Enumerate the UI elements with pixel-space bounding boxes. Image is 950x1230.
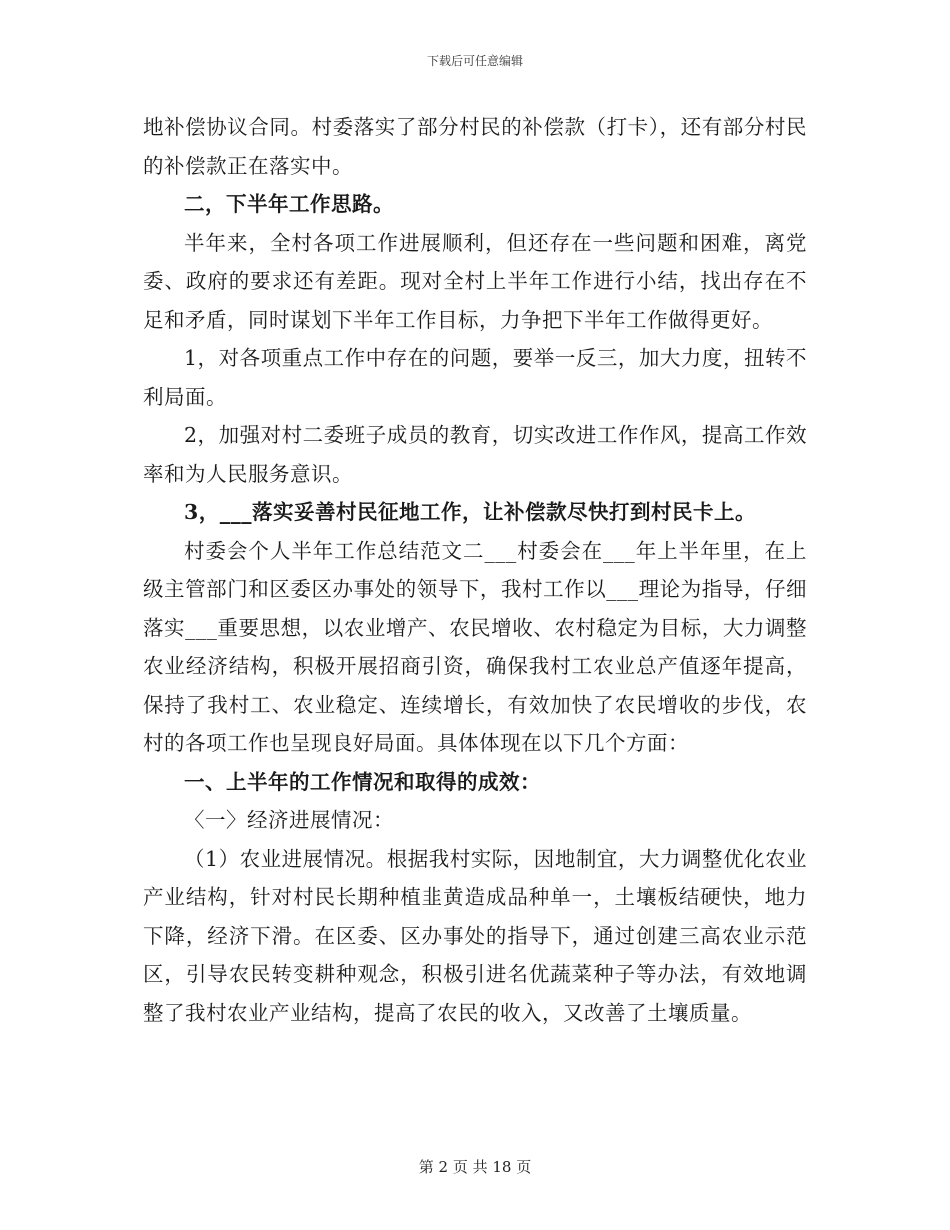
- paragraph-half-year-summary: 半年来，全村各项工作进展顺利，但还存在一些问题和困难，离党委、政府的要求还有差距。现对全村上半年工作进行小结，找出存在不足和矛盾，同时谋划下半年工作目标，力争把下半年工作做得更好。: [143, 230, 807, 332]
- page-header: 下载后可任意编辑: [426, 54, 523, 68]
- heading-second-half-plan: 二，下半年工作思路。: [184, 192, 394, 216]
- subheading-economic-progress: 〈一〉经济进展情况：: [184, 808, 394, 832]
- document-body: [143, 108, 807, 1032]
- page-footer: 第 2 页 共 18 页: [418, 1158, 532, 1176]
- list-item-1: 1，对各项重点工作中存在的问题，要举一反三，加大力度，扭转不利局面。: [143, 346, 807, 409]
- heading-first-half-results: 一、上半年的工作情况和取得的成效：: [184, 769, 541, 794]
- paragraph-agriculture-progress: （1）农业进展情况。根据我村实际，因地制宜，大力调整优化农业产业结构，针对村民长期种植韭黄造成品种单一，土壤板结硬快，地力下降，经济下滑。在区委、区办事处的指导下，通过创建三高农业示范区，引导农民转变耕种观念，积极引进名优蔬菜种子等办法，有效地调整了我村农业产业结构，提高了农民的收入，又改善了土壤质量。: [143, 846, 807, 1025]
- paragraph-compensation-status: 地补偿协议合同。村委落实了部分村民的补偿款（打卡），还有部分村民的补偿款正在落实中。: [143, 115, 807, 178]
- list-item-2: 2，加强对村二委班子成员的教育，切实改进工作作风，提高工作效率和为人民服务意识。: [143, 423, 807, 486]
- paragraph-sample-two-intro: 村委会个人半年工作总结范文二___村委会在___年上半年里，在上级主管部门和区委区办事处的领导下，我村工作以___理论为指导，仔细落实___重要思想，以农业增产、农民增收、农村稳定为目标，大力调整农业经济结构，积极开展招商引资，确保我村工农业总产值逐年提高，保持了我村工、农业稳定、连续增长，有效加快了农民增收的步伐，农村的各项工作也呈现良好局面。具体体现在以下几个方面：: [143, 538, 807, 755]
- list-item-3-heading: 3，___落实妥善村民征地工作，让补偿款尽快打到村民卡上。: [184, 500, 757, 524]
